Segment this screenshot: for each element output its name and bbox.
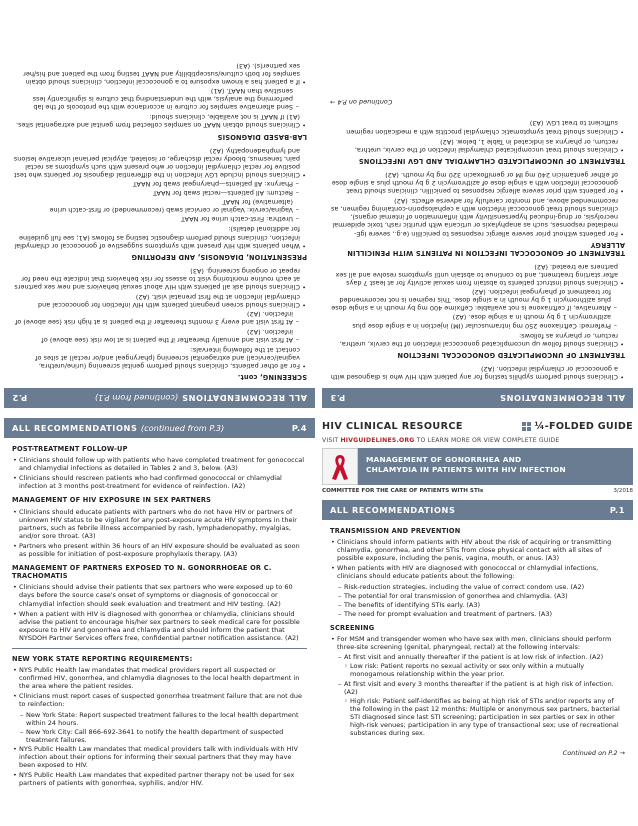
bullet-item: • When a patient with HIV is diagnosed with gonorrhea or chlamydia, clinicians should advise the patient to encourage his/her sex partners to seek medical care for possible exposure to HIV and gonorrhea and chlamydia and should inform the patient that NYSDOH Partner Services offers free, confidential partner notification assistance. (A2) xyxy=(12,610,307,642)
sub-item: – At first visit and every 3 months thereafter if the patient is at high risk of infection. (A2) xyxy=(330,680,625,696)
sub-item: – Rectum: All patients—rectal swab for NAAT xyxy=(12,189,307,197)
guide-title-line-1: MANAGEMENT OF GONORRHEA AND xyxy=(366,455,522,464)
page-label: P.1 xyxy=(609,505,625,515)
committee-row xyxy=(322,488,633,494)
page-body xyxy=(4,438,315,787)
section-heading: LAB-BASED DIAGNOSIS xyxy=(217,132,307,141)
bar-title: ALL RECOMMENDATIONS xyxy=(330,505,456,515)
bullet-item: • Clinicians should screen pregnant patients with HIV infection for gonococcal and chlamydial infection at the first prenatal visit. (A2) xyxy=(12,293,307,309)
bullet-item: • Clinicians should ask all patients with HIV about sexual behaviors and new sex partners at each routine monitoring visit to assess for risk behaviors that indicate the need for repeat or ongoing screening. (A3) xyxy=(12,267,307,291)
bullet-item: • Clinicians should perform syphilis testing for any patient with HIV who is diagnosed with a gonococcal or chlamydial infection. (A2) xyxy=(330,365,625,381)
section-heading: TRANSMISSION AND PREVENTION xyxy=(330,527,461,535)
sub-sub-item: ◦ High risk: Patient self-identifies as being at high risk of STIs and/or reports any of the following in the past 12 months: Multiple or anonymous sex partners, bacterial STI diagnosed since last STI screening; participation in sex parties or sex in other high-risk venues; participation in any type of transactional sex; use of recreational substances during sex. xyxy=(330,697,625,737)
page-2-panel xyxy=(4,4,315,408)
section-heading: NEW YORK STATE REPORTING REQUIREMENTS: xyxy=(12,654,193,663)
section-heading: POST-TREATMENT FOLLOW-UP xyxy=(12,445,128,453)
visit-link[interactable]: HIVGUIDELINES.ORG xyxy=(340,437,415,444)
fold-label xyxy=(522,421,633,432)
publication-date: 3/2018 xyxy=(613,488,633,494)
page-body xyxy=(4,62,315,388)
sub-item: – The potential for oral transmission of gonorrhea and chlamydia. (A3) xyxy=(330,592,625,600)
resource-header xyxy=(322,418,633,434)
sub-item: – Send alternative samples for culture in accordance with the protocols of the lab performing the analysis, with the understanding that culture is significantly less sensitive than NAAT. (A1) xyxy=(12,87,307,111)
bullet-item: • Clinicians must report cases of suspected gonorrhea treatment failure that are not due to reinfection: xyxy=(12,692,307,708)
bullet-item: • When patients with HIV are diagnosed with gonococcal or chlamydial infections, clinicians should educate patients about the following: xyxy=(330,564,625,580)
visit-suffix: TO LEARN MORE OR VIEW COMPLETE GUIDE xyxy=(416,437,560,444)
page-3-panel xyxy=(322,4,633,408)
sub-item: – Risk-reduction strategies, including the value of correct condom use. (A2) xyxy=(330,583,625,591)
bullet-item: • For MSM and transgender women who have sex with men, clinicians should perform three-site screening (genital, pharyngeal, rectal) at the following intervals: xyxy=(330,635,625,651)
visit-line xyxy=(322,437,633,444)
section-bar xyxy=(4,418,315,438)
continued-note: Continued on P.4 → xyxy=(330,98,393,107)
section-bar xyxy=(4,388,315,408)
bullet-item: • NYS Public Health Law mandates that expedited partner therapy not be used for sex partners of patients with gonorrhea, syphilis, and/or HIV. xyxy=(12,771,307,787)
page-4-panel xyxy=(4,418,315,822)
bar-continued: (continued from P.1) xyxy=(94,393,179,403)
page-label: P.3 xyxy=(330,393,346,403)
section-heading: TREATMENT OF UNCOMPLICATED CHLAMYDIAL AND LGV INFECTIONS xyxy=(358,156,625,165)
bullet-item: • For patients without prior severe allergic responses to penicillin (e.g., severe IgE-mediated responses, such as anaphylaxis or urticaria with pruritic rash, toxic epidermal necrolysis, or drug-induced hypersensitivity with inflammation of internal organs), clinicians should treat gonococcal infection with a cephalosporin-containing regimen, as recommended above, and monitor carefully for adverse effects. (A2) xyxy=(330,197,625,237)
sub-item: – Preferred: Ceftriaxone 250 mg intramuscular (IM) injection in a single dose plus azithromycin 1 g by mouth in a single dose. (A2) xyxy=(330,313,625,329)
sub-item: – New York City: Call 866-692-3641 to notify the health department of suspected treatment failures. xyxy=(12,728,307,744)
sub-item: – At first visit and every 3 months thereafter if the patient is at high risk (see above) of infection. (A2) xyxy=(12,310,307,326)
section-heading: TREATMENT OF GONOCOCCAL INFECTION IN PATIENTS WITH PENICILLIN ALLERGY xyxy=(347,240,625,257)
bullet-item: • For all other patients, clinicians should perform genital screening (urine/urethra, vaginal/cervical) and extragenital screening (pharyngeal and/or rectal) at sites of contact at the following intervals: xyxy=(12,346,307,370)
sub-item: – At first visit and annually thereafter if the patient is at low risk (see above) of infection. (A2) xyxy=(12,327,307,343)
bar-title: ALL RECOMMENDATIONS xyxy=(499,393,625,403)
visit-prefix: VISIT xyxy=(322,437,339,444)
resource-title: HIV CLINICAL RESOURCE xyxy=(322,420,463,432)
bullet-item: • Clinicians should treat uncomplicated chlamydial infection of the cervix, urethra, rectum, or pharynx as indicated in Table 1, below. (A2) xyxy=(330,138,625,154)
section-bar xyxy=(322,388,633,408)
bullet-item: • Clinicians should advise their patients that sex partners who were exposed up to 60 days before the source case's onset of symptoms or diagnosis of gonococcal or chlamydial infection should seek evaluation and treatment and HIV testing. (A2) xyxy=(12,583,307,607)
guide-title-line-2: CHLAMYDIA IN PATIENTS WITH HIV INFECTION xyxy=(366,465,566,474)
page-body xyxy=(322,119,633,388)
red-ribbon-icon xyxy=(322,448,358,485)
bullet-item: • Partners who present within 36 hours of an HIV exposure should be evaluated as soon as possible for initiation of post-exposure prophylaxis therapy. (A3) xyxy=(12,542,307,558)
bullet-item: • If a patient has a known exposure to a gonococcal infection, clinicians should obtain samples for both culture/susceptibility and NAAT testing from the patient and his/her sex partner(s). (A3) xyxy=(12,62,307,86)
section-heading: TREATMENT OF UNCOMPLICATED GONOCOCCAL INFECTION xyxy=(397,350,625,359)
section-heading: PRESENTATION, DIAGNOSIS, AND REPORTING xyxy=(131,252,307,261)
bar-title: ALL RECOMMENDATIONS xyxy=(181,393,307,403)
page-label: P.4 xyxy=(291,423,307,433)
page-label: P.2 xyxy=(12,393,28,403)
bullet-item: • Clinicians should educate patients with partners who do not have HIV or partners of unknown HIV status to be vigilant for any post-exposure acute HIV symptoms in their partners, such as febrile illness accompanied by rash, lymphadenopathy, myalgias, and/or sore throat. (A3) xyxy=(12,508,307,540)
bullet-item: • Clinicians should follow up uncomplicated gonococcal infection of the cervix, urethra, rectum, or pharynx as follows: xyxy=(330,332,625,348)
bullet-item: • NYS Public Health law mandates that medical providers report all suspected or confirmed HIV, gonorrhea, and chlamydia diagnoses to the local health department in the area where the patient resides. xyxy=(12,666,307,690)
sub-item: – The need for prompt evaluation and treatment of partners. (A3) xyxy=(330,610,625,618)
sub-item: – The benefits of identifying STIs early. (A3) xyxy=(330,601,625,609)
section-heading: MANAGEMENT OF PARTNERS EXPOSED TO N. GONORRHOEAE OR C. TRACHOMATIS xyxy=(12,564,272,581)
continued-note: Continued on P.2 → xyxy=(562,749,625,758)
bullet-item: • NYS Public Health Law mandates that medical providers talk with individuals with HIV infection about their options for informing their sexual partners that they may have been exposed to HIV. xyxy=(12,745,307,769)
bar-continued: (continued from P.3) xyxy=(140,423,225,433)
bullet-item: • For patients with prior severe allergic responses to penicillin, clinicians should treat gonococcal infection with a single dose of azithromycin 2 g by mouth plus a single dose of either gentamicin 240 mg IM or gemifloxacin 320 mg by mouth. (A2) xyxy=(330,171,625,195)
section-heading: MANAGEMENT OF HIV EXPOSURE IN SEX PARTNERS xyxy=(12,496,212,505)
bullet-item: • Clinicians should instruct patients to abstain from sexual activity for at least 7 days after starting treatment, and to continue to abstain until symptoms resolve and all sex partners are treated. (A2) xyxy=(330,263,625,287)
section-bar xyxy=(322,500,633,520)
bar-title: ALL RECOMMENDATIONS xyxy=(12,423,138,433)
bullet-item: • Clinicians should inform patients with HIV about the risk of acquiring or transmitting chlamydia, gonorrhea, and other STIs from close physical contact with all sites of possible exposure, including the penis, vagina, mouth, or anus. (A3) xyxy=(330,538,625,562)
bullet-item: • When patients with HIV present with symptoms suggestive of gonococcal or chlamydial infection, clinicians should perform diagnostic testing as follows (A1; see full guideline for additional details): xyxy=(12,225,307,249)
committee-name: COMMITTEE FOR THE CARE OF PATIENTS WITH STIs xyxy=(322,488,484,494)
fold-label-text: ¼-FOLDED GUIDE xyxy=(534,420,633,432)
sub-item: – New York State: Report suspected treatment failures to the local health department within 24 hours. xyxy=(12,711,307,727)
bullet-item: • Clinicians should include LGV infection in the differential diagnosis for patients who test positive for rectal chlamydial infection or who present with such symptoms as rectal pain, tenesmus, bloody rectal discharge, or isolated, atypical perianal ulcerative lesions and lymphadenopathy. (A2) xyxy=(12,147,307,179)
section-heading: SCREENING xyxy=(330,623,375,632)
section-heading: SCREENING, cont. xyxy=(237,373,307,381)
sub-item: – Vagina/cervix: Vaginal or cervical swab (recommended) or first-catch urine (alternative) for NAAT xyxy=(12,198,307,214)
bullet-item: • Clinicians should rescreen patients who had confirmed gonococcal or chlamydial infection at 3 months post-treatment for evidence of reinfection. (A2) xyxy=(12,474,307,490)
sub-item: – Alternative, if ceftriaxone is not available: Cefixime 400 mg by mouth in a single dose plus azithromycin 1 g by mouth in a single dose. This regimen is not recommended for treatment of pharyngeal infection. (A2) xyxy=(330,288,625,312)
bullet-item: • Clinicians should treat symptomatic chlamydial proctitis with a medication regimen sufficient to treat LGV. (A3) xyxy=(330,119,625,135)
guide-title xyxy=(358,448,633,485)
sub-item: – Urethra: First-catch urine for NAAT xyxy=(12,215,307,223)
page-body xyxy=(322,520,633,737)
sub-item: – Pharynx: All patients—pharyngeal swab for NAAT xyxy=(12,180,307,188)
folded-guide-icon xyxy=(522,422,531,431)
sub-sub-item: ◦ Low risk: Patient reports no sexual activity or sex only within a mutually monogamous relationship within the year prior. xyxy=(330,662,625,678)
bullet-item: • Clinicians should follow up with patients who have completed treatment for gonococcal and chlamydial infections as detailed in Tables 2 and 3, below. (A3) xyxy=(12,456,307,472)
guide-banner xyxy=(322,448,633,485)
page-1-panel xyxy=(322,418,633,822)
sub-item: – At first visit and annually thereafter if the patient is at low risk of infection. (A2) xyxy=(330,653,625,661)
bullet-item: • Clinicians should obtain NAAT on samples collected from genital and extragenital sites. (A1) If NAAT is not available, clinicians should: xyxy=(12,113,307,129)
section-divider xyxy=(12,648,307,649)
